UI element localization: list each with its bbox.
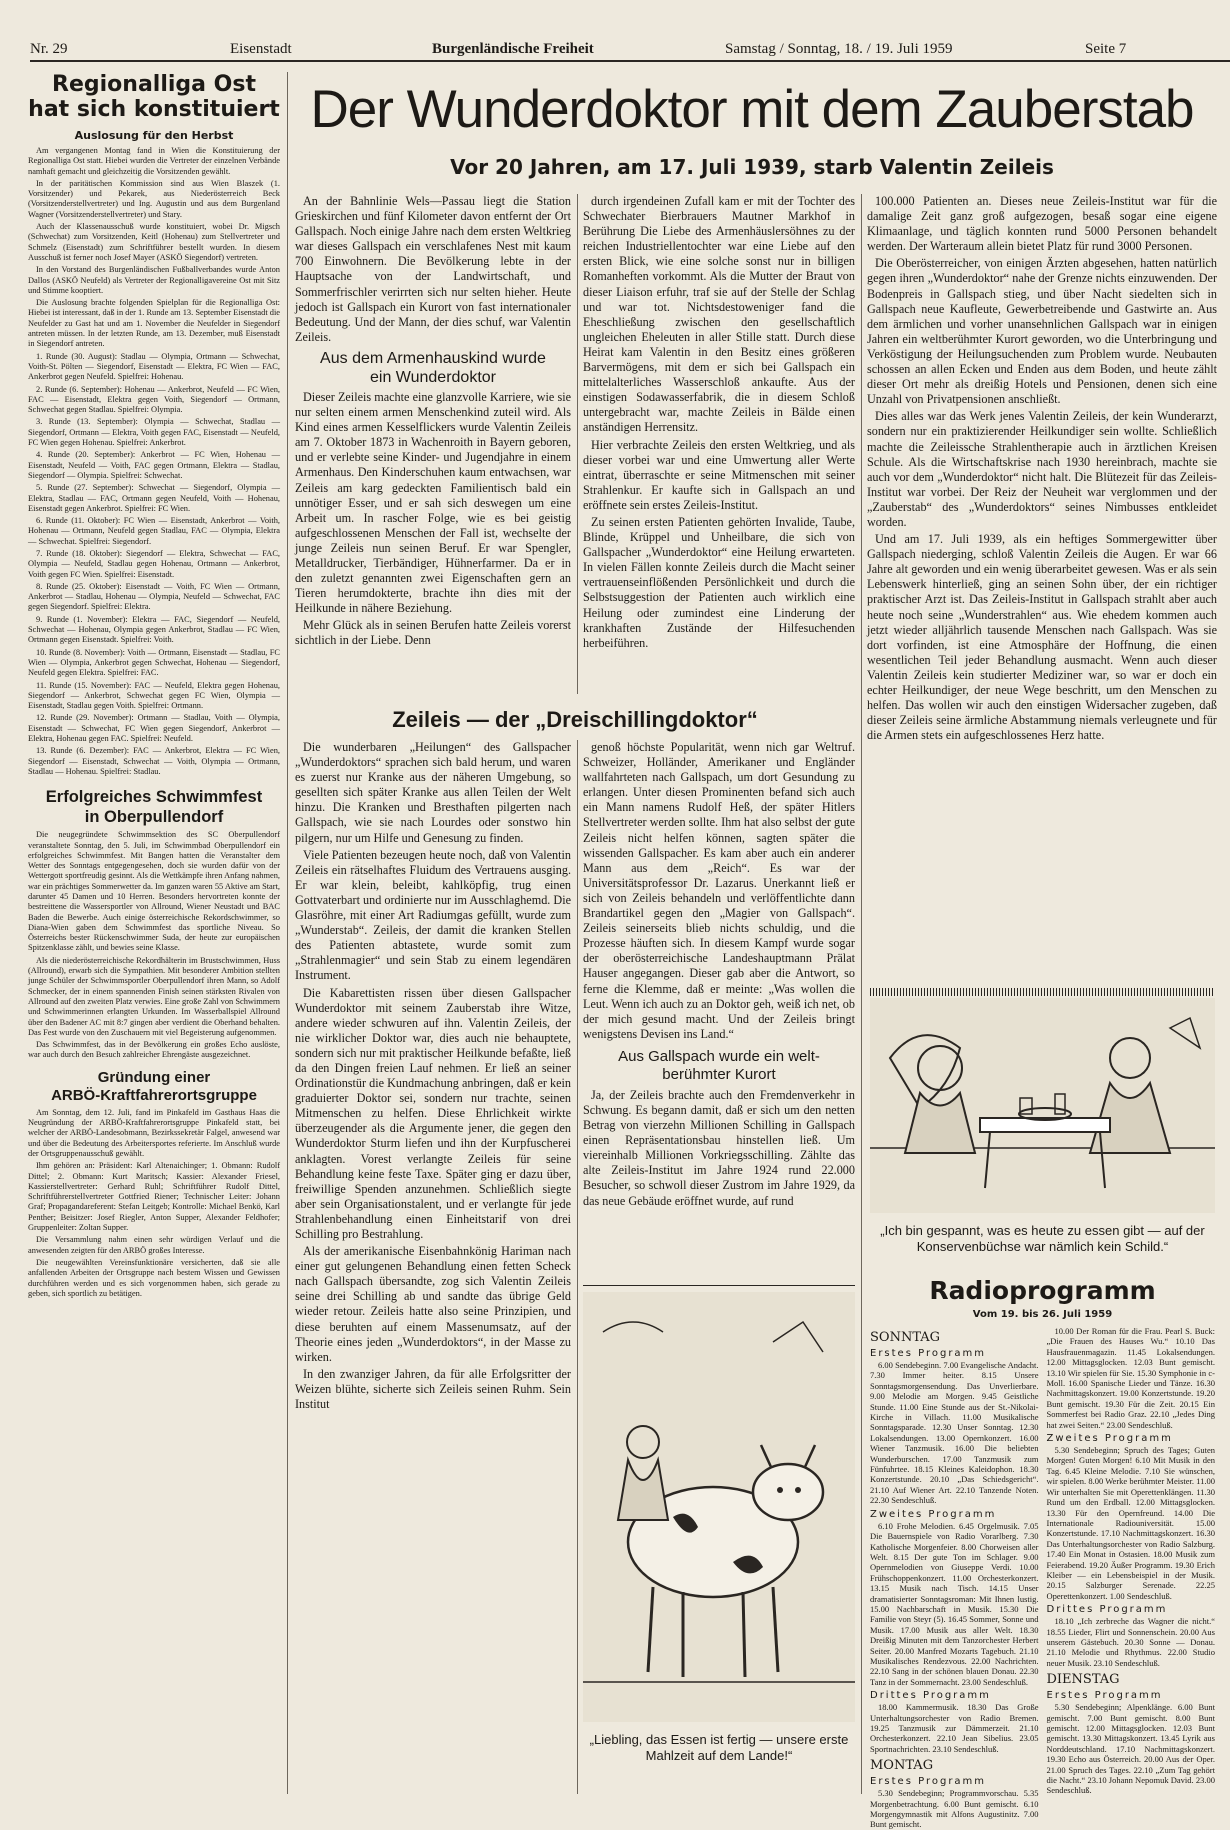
- radio-right-column: [870, 1326, 1215, 1830]
- story-paragraph: Dies alles war das Werk jenes Valentin Zeileis, der kein Wunderarzt, sondern nur ein praktizierender Heilkundiger sein wollte. Schließlich machte die Zeileissche Strahlentherapie auch in ärztlichen Kreisen Schule. Als die Wirtschaftskrise nach 1930 hereinbrach, machte sie auch vor dem „Wunderdoktor“ nicht halt. Die Blütezeit für das Zeileis-Institut war vorbei. Der Reiz der Neuheit war verglommen und der „Zauberstab“ des „Wunderdoktors“ seines Nimbusses entkleidet worden.: [867, 409, 1217, 529]
- kurort-paragraph: Ja, der Zeileis brachte auch den Fremdenverkehr in Schwung. Es begann damit, daß er sich um den netten Betrag von vierzehn Millionen Schilling in Gallspach einen Repräsentationsbau hinstellen ließ. Um viereinhalb Millionen Vorkriegsschilling. Zählte das alte Zeileis-Institut im Jahre 1924 rund 22.000 Besucher, so schwoll dieser Zustrom im Jahre 1929, da das neue Gebäude eröffnet wurde, auf rund: [583, 1087, 855, 1208]
- cartoon-cow-drawing: [583, 1292, 855, 1722]
- zeileis-column-1: [295, 740, 571, 1794]
- issue-number: Nr. 29: [30, 41, 68, 57]
- swim-article-body: [28, 830, 280, 1061]
- main-subheadline: Vor 20 Jahren, am 17. Juli 1939, starb Valentin Zeileis: [450, 155, 1054, 179]
- zeileis-paragraph: In den zwanziger Jahren, da für alle Erfolgsritter der Weizen blühte, sicherte sich Zeileis seinen Ruhm. Sein Institut: [295, 1366, 571, 1412]
- left-column: [28, 72, 280, 1794]
- sports-paragraph: 9. Runde (1. November): Elektra — FAC, Siegendorf — Neufeld, Schwechat — Hohenau, Olympia gegen Ankerbrot, Stadlau — FC Wien, Ortmann gegen Eisenstadt. Spielfrei: Voith.: [28, 614, 280, 645]
- radio-day: MONTAG: [870, 1758, 934, 1774]
- armen-paragraph: Mehr Glück als in seinen Berufen hatte Zeileis vorerst sichtlich in der Liebe. Denn: [295, 618, 571, 648]
- radio-subcolumn-left: [870, 1326, 1039, 1830]
- story-column-1: [295, 194, 571, 694]
- radio-title: Radioprogramm: [929, 1276, 1156, 1305]
- page-label: Seite 7: [1085, 41, 1127, 57]
- sports-paragraph: 12. Runde (29. November): Ortmann — Stadlau, Voith — Olympia, Eisenstadt — Schwechat, FC Wien gegen Siegendorf, Ankerbrot — Elektra, Hohenau gegen FAC. Spielfrei: Neufeld.: [28, 713, 280, 744]
- armen-paragraph: Dieser Zeileis machte eine glanzvolle Karriere, wie sie nur selten einem armen Menschenkind zuteil wird. Als Kind eines armen Kesselflickers wurde Valentin Zeileis am 7. Oktober 1873 in Wachenroith in Bayern geboren, und er verlebte seine Kinder- und Jugendjahre in einem Armenhaus. Den Kinderschuhen kaum entwachsen, war Zeileis am karg gedeckten Familientisch bald ein unnötiger Esser, und er sah sich deswegen um eine Arbeit um. In rascher Folge, wie es bei geistig aufgeschlossenen Menschen der Fall ist, wechselte der junge Zeileis nun seinen Beruf. Er war Spengler, Metalldrucker, Tierbändiger, Hühnerfarmer. Da er in den zuletzt genannten zwei Eigenschaften gern an Tieren herumdokterte, brachte ihn dies mit der Heilkunde in nähere Beziehung.: [295, 389, 571, 616]
- sports-paragraph: Am vergangenen Montag fand in Wien die Konstituierung der Regionalliga Ost statt. Hiebei wurden die Vertreter der einzelnen Verbände namhaft gemacht und gleichzeitig die Vorsitzenden gewählt.: [28, 146, 280, 176]
- sports-title-1: Regionalliga Ost: [52, 72, 256, 97]
- armen-heading-2: ein Wunderdoktor: [370, 368, 496, 386]
- swim-title-1: Erfolgreiches Schwimmfest: [45, 788, 263, 807]
- radio-entry: 5.30 Sendebeginn; Spruch des Tages; Guten Morgen! Guten Morgen! 6.10 Mit Musik in den Tag. 6.45 Kleine Melodie. 7.10 Sie wünschen, wir spielen. 8.00 Werke berühmter Meister. 11.00 Wir unterhalten Sie mit Operettenklängen. 11.30 Rund um den Erdball. 12.00 Mittagsglocken. 13.30 Für den Opernfreund. 14.00 Die Internationale Radiouniversität. 15.00 Konzertstunde. 17.10 Nachmittagskonzert. 16.30 Das Unterhaltungsorchester von Radio Salzburg. 17.40 Ein Monat in Ostasien. 18.00 Musik zum Feierabend. 19.20 Äußer Programm. 19.30 Erich Kleiber — ein Lebensbeispiel in der Musik. 20.15 Salzburger Serenade. 22.25 Operettenkonzert. 1.00 Sendeschluß.: [1046, 1445, 1215, 1601]
- radio-entry: 5.30 Sendebeginn; Alpenklänge. 6.00 Bunt gemischt. 7.00 Bunt gemischt. 8.00 Bunt gemischt. 12.00 Mittagsglocken. 12.03 Bunt gemischt. 13.30 Mittagskonzert. 13.45 Lyrik aus Norddeutschland. 17.10 Nachmittagskonzert. 19.30 Echo aus Österreich. 20.00 Aus der Oper. 21.00 Spruch des Tages. 22.10 „Zum Tag gehört die Nacht.“ 23.10 Johann Nepomuk David. 23.00 Sendeschluß.: [1046, 1702, 1215, 1796]
- zeileis-paragraph: genoß höchste Popularität, wenn nich gar Weltruf. Schweizer, Holländer, Amerikaner und Engländer wallfahrteten nach Gallspach, um dort Gesundung zu erlangen. Unter diesen Prominenten befand sich auch ein Mann namens Rudolf Heß, der später Hitlers Stellvertreter werden sollte. Ihm hat also selbst der gute Zeileis nicht helfen können, sagten später die wissenden Gallspacher. Es kam aber auch ein anderer Mann aus dem „Reich“. Es war der Universitätsprofessor Dr. Lazarus. Unerkannt ließ er sich von Zeileis behandeln und verlöffentlichte dann Brandartikel gegen den „Magier von Gallspach“. Zeileis seinerseits blieb nichts schuldig, und die Prozesse häuften sich. In diesem Kampf wurde sogar der oberösterreichische Landeshauptmann Prälat Hauser angegangen. Dieser gab aber die Antwort, so ferne die Klemme, daß er meinte: „Was wollen die Leut. Wenn ich auch zu an Doktor geh, weiß ich net, ob der mich gesund macht. Und der Zeileis bringt wenigstens Devisen ins Land.“: [583, 740, 855, 1041]
- radio-entry: 6.00 Sendebeginn. 7.00 Evangelische Andacht. 7.30 Immer heiter. 8.15 Unsere Sonntagsmorgensendung. Das Unverlierbare. 9.00 Melodie am Morgen. 9.45 Geistliche Stunde. 11.00 Eine Stunde aus der St.-Nikolai-Kirche in Villach. 11.00 Musikalische Sonntagsparade. 12.30 Unser Sonntag. 12.30 Lokalsendungen. 13.00 Opernkonzert. 16.00 Wiener Tanzmusik. 16.00 Die beliebten Wunderburschen. 17.00 Tanzmusik zum Fünfuhrtee. 18.15 Kleines Kaleidophon. 18.30 Konzertstunde. 20.10 „Das Schiedsgericht“. 21.10 Auf Wiener Art. 22.10 Tanzende Noten. 22.30 Sendeschluß.: [870, 1360, 1039, 1506]
- sports-paragraph: 8. Runde (25. Oktober): Eisenstadt — Voith, FC Wien — Ortmann, Ankerbrot — Stadlau, Hohenau — Olympia, Neufeld — Schwechat, FAC gegen Siegendorf. Spielfrei: Elektra.: [28, 581, 280, 612]
- story-paragraph: Die Oberösterreicher, von einigen Ärzten abgesehen, hatten natürlich gegen ihren „Wunderdoktor“ nahe der Grenze nichts einzuwenden. Der Bodenpreis in Gallspach stieg, und über Nacht siedelten sich in Gallspach neue Kaufleute, Gewerbetreibende und Gastwirte an. Aus dem ärmlichen und vorher unansehnlichen Gallspach war in einigen Jahren ein weltberühmter Kurort geworden, wo die Unterbringung und Verköstigung der Heilungsuchenden zum Problem wurde. Neubauten schossen an allen Ecken und Enden aus dem Boden, und heute zählt dieser Ort mehr als dreißig Hotels und Pensionen, denen sich eine Unzahl von Privatpensionen anschließt.: [867, 256, 1217, 407]
- sports-article-body: [28, 146, 280, 777]
- sports-subtitle: Auslosung für den Herbst: [74, 129, 234, 142]
- radio-entry: 5.30 Sendebeginn; Programmvorschau. 5.35 Morgenbetrachtung. 6.00 Bunt gemischt. 6.10 Morgengymnastik mit Alfons Augustinitz. 7.00 Bunt gemischt.: [870, 1788, 1039, 1830]
- radio-subcolumn-right: [1047, 1326, 1216, 1796]
- sports-paragraph: 10. Runde (8. November): Voith — Ortmann, Eisenstadt — Stadlau, FC Wien — Olympia, Ankerbrot gegen Schwechat, Hohenau — Siegendorf, Neufeld gegen Elektra. Spielfrei: FAC.: [28, 647, 280, 678]
- zeileis-heading: Zeileis — der „Dreischillingdoktor“: [392, 707, 758, 732]
- sports-paragraph: Die Auslosung brachte folgenden Spielplan für die Regionalliga Ost: Hiebei ist interessant, daß in der 1. Runde am 13. September Eisenstadt die Neufelder zu Gast hat und am 1. November die Neufelder in Siegendorf antreten müssen. In der letzten Runde, am 13. Dezember, muß Eisenstadt in Siegendorf antreten.: [28, 298, 280, 349]
- cartoon-cow: [583, 1292, 855, 1787]
- column-divider: [287, 72, 288, 1794]
- cartoon-cow-caption: „Liebling, das Essen ist fertig — unsere erste Mahlzeit auf dem Lande!“: [589, 1732, 849, 1763]
- radio-program-label: Erstes Programm: [870, 1776, 987, 1788]
- arbo-article-body: [28, 1108, 280, 1299]
- story-paragraph: 100.000 Patienten an. Dieses neue Zeileis-Institut war für die damalige Zeit ganz groß aufgezogen, besaß sogar eine eigene Klimaanlage, und täglich konnten rund 5000 Personen behandelt werden. Der Warteraum allein bietet Platz für rund 3000 Personen.: [867, 194, 1217, 254]
- kurort-heading-2: berühmter Kurort: [662, 1065, 776, 1083]
- zeileis-paragraph: Die Kabarettisten rissen über diesen Gallspacher Wunderdoktor mit seinem Zauberstab ihre Witze, andere wieder schwuren auf ihn. Valentin Zeileis, der nie wirklicher Doktor war, dies auch nie behauptete, sondern sich nur mit praktischer Heilkunde befaßte, ließ da den Dingen freien Lauf nehmen. Er ließ an seiner Ordinationstür die Kundmachung anbringen, daß er kein graduierter Doktor sei, sondern nur trachte, seinen Mitmenschen zu helfen. Diese Ehrlichkeit wirkte überzeugender als die Argumente jener, die gegen den Wunderdoktor Sturm liefen und ihn der Kurpfuscherei anklagten. Vorest verlangte Zeileis für seine Behandlung keine feste Taxe. Später ging er dazu über, freiwillige Spenden anzunehmen. Schließlich siegte aber sein Organisationstalent, und er verlangte für jede Strahlenbehandlung einen Einheitstarif von drei Schilling pro Bestrahlung.: [295, 985, 571, 1241]
- story-divider-1: [577, 194, 578, 694]
- arbo-paragraph: Die neugewählten Vereinsfunktionäre versicherten, daß sie alle anfallenden Arbeiten der Ortsgruppe nach bestem Wissen und Gewissen durchführen werden und es sich vorgenommen haben, sich gerade zu geben, sich sportlich zu betätigen.: [28, 1257, 280, 1298]
- radio-entry: 10.00 Der Roman für die Frau. Pearl S. Buck: „Die Frauen des Hauses Wu.“ 10.10 Das Hausfrauenmagazin. 11.45 Lokalsendungen. 12.00 Mittagsglocken. 12.03 Bunt gemischt. 13.10 Wir spielen für Sie. 15.30 Symphonie in c-Moll. 16.00 Spanische Lieder und Tänze. 16.30 Nachmittagskonzert. 19.00 Konzertstunde. 19.20 Bunt gemischt. 19.30 Für die Zeit. 20.15 Ein Sommerfest bei Radio Graz. 22.10 „Jedes Ding hat zwei Seiten.“ 23.00 Sendeschluß.: [1046, 1326, 1215, 1430]
- radio-program-label: Erstes Programm: [870, 1348, 987, 1359]
- kurort-heading-1: Aus Gallspach wurde ein welt-: [618, 1047, 820, 1065]
- sports-paragraph: Auch der Klassenausschuß wurde konstituiert, wobei Dr. Migsch (Schwechat) zum Vorsitzenden, Keitl (Hohenau) zum Stellvertreter und Schmelz (Eisenstadt) zum Schriftführer bestellt wurden. In diesem Ausschuß ist ferner noch Josef Mayer (ASKÖ Siegendorf) vertreten.: [28, 222, 280, 262]
- swim-paragraph: Als die niederösterreichische Rekordhälterin im Brustschwimmen, Huss (Allround), erwarb sich die Sympathien. Mit besonderer Ambition stellten junge Schüler der Schwimmsportler Oberpullendorf ihren Mann, so Adolf Schmecker, der in einem spannenden Finish seinen stärksten Rivalen von Allround auf den zweiten Platz verwies. Eine große Zahl von Schwimmern und Schwimmerinnen erlangten Urkunden. Im Wasserballspiel Allround über den Badener AC mit 8:7 gingen aber verdient die Oberhand behalten. Das Fest wurde von den Zuschauern mit viel Begeisterung aufgenommen.: [28, 955, 280, 1037]
- sports-paragraph: 3. Runde (13. September): Olympia — Schwechat, Stadlau — Siegendorf, Ortmann — Elektra, Voith gegen FAC, Eisenstadt — Neufeld, FC Wien gegen Hohenau. Spielfrei: Ankerbrot.: [28, 417, 280, 448]
- radio-listing: [870, 1326, 1215, 1830]
- story-paragraph: durch irgendeinen Zufall kam er mit der Tochter des Schwechater Bierbrauers Mautner Markhof in Berührung Die Liebe des Armenhäuslersöhnes zu der reichen Industriellentochter war eine Liebe auf den ersten Blick, wie eine solche sonst nur in billigen Romanheften vorkommt. Als die Mutter der Braut von dieser Liaison erfuhr, traf sie auf der Stelle der Schlag und war tot. Nichtsdestoweniger fand die Eheschließung zwischen den gesellschaftlich ungleichen Eheleuten in aller Stille statt. Durch diese Heirat kam Valentin in den Besitz eines größeren Barvermögens, mit dem er sich bei Gallspach ein mittelalterliches Wasserschloß ankaufte. Aus der einstigen Sodawasserfabrik, die in diesem Schloß untergebracht war, machte Zeileis in Bälde einen anständigen Herrensitz.: [583, 194, 855, 435]
- story-divider-3: [577, 740, 578, 1794]
- cartoon-top-rule: [583, 1285, 855, 1286]
- section-separator-right: [870, 988, 1215, 996]
- cartoon-table: [870, 998, 1215, 1253]
- radio-entry: 18.10 „Ich zerbreche das Wagner die nicht.“ 18.55 Lieder, Flirt und Sonnenschein. 20.00 Aus unserem Gästebuch. 20.30 Sonne — Donau. 21.10 Melodie und Rhythmus. 22.00 Studio neuer Musik. 23.10 Sendeschluß.: [1046, 1616, 1215, 1668]
- sports-paragraph: 4. Runde (20. September): Ankerbrot — FC Wien, Hohenau — Eisenstadt, Neufeld — Voith, FAC gegen Ortmann, Elektra — Stadlau, Siegendorf — Olympia. Spielfrei: Schwechat.: [28, 450, 280, 480]
- sports-paragraph: 7. Runde (18. Oktober): Siegendorf — Elektra, Schwechat — FAC, Olympia — Neufeld, Stadlau gegen Hohenau, Ortmann — Ankerbrot, Voith gegen FC Wien. Spielfrei: Eisenstadt.: [28, 548, 280, 579]
- radio-entry: 18.00 Kammermusik. 18.30 Das Große Unterhaltungsorchester von Radio Bremen. 19.25 Tanzmusik zur Dämmerzeit. 21.10 Orchesterkonzert. 22.10 Jean Sibelius. 23.05 Sportnachrichten. 23.10 Sendeschluß.: [870, 1702, 1039, 1754]
- radio-entry: 6.10 Frohe Melodien. 6.45 Orgelmusik. 7.05 Die Bauernspiele von Radio Vorarlberg. 7.30 Katholische Morgenfeier. 8.00 Chorweisen aller Welt. 8.15 Der gute Ton im Schlager. 9.00 Opernmelodien von Giuseppe Verdi. 10.00 Frühschoppenkonzert. 11.00 Orchesterkonzert. 13.15 Musik nach Tisch. 14.15 Unser dramatisierter Sonntagsroman: Mit Ihnen lustig. 15.00 Nachbarschaft in Musik. 15.30 Die Familie von Steyr (5). 16.45 Sommer, Sonne und Musik. 17.00 Musik aus aller Welt. 18.30 Dreißig Minuten mit dem Tanzorchester Herbert Seiter. 20.00 Manfred Mozarts Tagebuch. 21.10 Musikalisches Rendezvous. 22.00 Nachrichten. 22.10 Sang in der schönen blauen Donau. 22.30 Tanz in der Sommernacht. 23.00 Sendeschluß.: [870, 1520, 1039, 1687]
- armen-heading-1: Aus dem Armenhauskind wurde: [320, 349, 546, 367]
- intro-paragraph: An der Bahnlinie Wels—Passau liegt die Station Grieskirchen und fünf Kilometer davon entfernt der Ort Gallspach. Noch einige Jahre nach dem ersten Weltkrieg war dieses Gallspach ein verschlafenes Nest mit kaum 700 Einwohnern. Die Bevölkerung lebte in der Hauptsache von der Landwirtschaft, und Sommerfrischler verirrten sich nur selten hieher. Heute jedoch ist Gallspach ein Kurort von fast internationaler Bedeutung. Und der Mann, der dies schuf, war Valentin Zeileis.: [295, 194, 571, 344]
- main-headline: Der Wunderdoktor mit dem Zauberstab: [310, 80, 1194, 139]
- sports-paragraph: 13. Runde (6. Dezember): FAC — Ankerbrot, Elektra — FC Wien, Siegendorf — Eisenstadt, Schwechat — Voith, Olympia — Ortmann, Stadlau — Hohenau. Spielfrei: Stadlau.: [28, 746, 280, 776]
- zeileis-paragraph: Viele Patienten bezeugen heute noch, daß von Valentin Zeileis ein rätselhaftes Fluidum des Vertrauens ausging. Er war klein, beleibt, kahlköpfig, trug einen Gottvaterbart und ordinierte nur im Ausschlaghemd. Die Glasröhre, mit einer Art Radiumgas gefüllt, wurde zum „Wunderstab“. Zeileis, der damit die kranken Stellen des Patienten abtastete, wurde somit zum „Strahlenmagier“ und sein Stab zu einem legendären Instrument.: [295, 847, 571, 983]
- radio-program-label: Erstes Programm: [1046, 1690, 1163, 1702]
- story-paragraph: Und am 17. Juli 1939, als ein heftiges Sommergewitter über Gallspach niederging, schloß Valentin Zeileis die Augen. Er war 66 Jahre alt geworden und ein wenig überarbeitet gewesen. Was er als sein Lebenswerk hinterließ, ging an seinen Sohn über, der ein richtiger praktischer Arzt ist. Das Zeileis-Institut in Gallspach strahlt aber auch heute noch seine „Wunderstrahlen“ aus. Wie ehedem kommen auch jetzt wieder alljährlich tausende Menschen nach Gallspach. Was sie dort vorfinden, ist eine Atmosphäre der Hoffnung, die einen wesentlichen Teil jeder Behandlung ausmacht. Wenn auch dieser Valentin Zeileis kein studierter Mediziner war, so war er doch ein echter Heilkundiger, der neue Wege beschritt, um den Menschen zu helfen. Das wollen wir auch den einstigen Widersacher zugeben, daß dieser Zeileis seine ärmliche Abstammung niemals verleugnete und für die Armen stets ein aufgeschlossenes Herz hatte.: [867, 532, 1217, 743]
- swim-title-2: in Oberpullendorf: [84, 808, 224, 827]
- paper-name: Burgenländische Freiheit: [432, 41, 594, 57]
- radio-subtitle: Vom 19. bis 26. Juli 1959: [972, 1309, 1113, 1320]
- story-paragraph: Zu seinen ersten Patienten gehörten Invalide, Taube, Blinde, Krüppel und Unheilbare, die sich von Gallspacher „Wunderdoktor“ eine Heilung erwarteten. In vielen Fällen konnte Zeileis durch die Macht seiner vertrauenseinflößenden Persönlichkeit und durch die Selbstsuggestion der Patienten auch wirklich eine Heilung oder zumindest eine Linderung der krankhaften Zustände der Hilfesuchenden herbeiführen.: [583, 514, 855, 650]
- radio-day: DIENSTAG: [1046, 1672, 1120, 1688]
- zeileis-paragraph: Als der amerikanische Eisenbahnkönig Hariman nach einer gut gelungenen Behandlung einen fetten Scheck nach Gallspach übersandte, zog sich Valentin Zeileis seine drei Schilling ab und sandte das übrige Geld wieder retour. Zeileis hatte also seine Prinzipien, und diese beruhten auf einem Massenumsatz, auf der Theorie eines jeden „Wunderdoktors“, in der Masse zu wirken.: [295, 1244, 571, 1364]
- arbo-title-2: ARBÖ-Kraftfahrerortsgruppe: [51, 1086, 257, 1104]
- page-header: [30, 38, 1230, 62]
- sports-paragraph: In der paritätischen Kommission sind aus Wien Blaszek (1. Vorsitzender) und Pekarek, aus Niederösterreich Beck (Vorsitzenderstellvertreter) und Ing. Augustin und aus dem Burgenland Wagner (Vorsitzenderstellvertreter) und Stary.: [28, 178, 280, 219]
- sports-paragraph: 5. Runde (27. September): Schwechat — Siegendorf, Olympia — Elektra, Stadlau — FAC, Ortmann gegen Neufeld, Voith — Hohenau, Eisenstadt gegen Ankerbrot. Spielfrei: FC Wien.: [28, 483, 280, 513]
- radio-day: SONNTAG: [870, 1330, 941, 1345]
- zeileis-column-2: [583, 740, 855, 1280]
- arbo-paragraph: Die Versammlung nahm einen sehr würdigen Verlauf und die anwesenden zeigten für den ARBÖ großes Interesse.: [28, 1235, 280, 1255]
- sports-paragraph: 1. Runde (30. August): Stadlau — Olympia, Ortmann — Schwechat, Voith-St. Pölten — Siegendorf, Eisenstadt — Elektra, FC Wien — FAC, Ankerbrot gegen Neufeld. Spielfrei: Hohenau.: [28, 351, 280, 382]
- radio-program-label: Drittes Programm: [1046, 1604, 1168, 1616]
- radio-program-label: Zweites Programm: [870, 1508, 997, 1520]
- sports-paragraph: In den Vorstand des Burgenländischen Fußballverbandes wurde Anton Dallos (ASKÖ Neufeld) als Vertreter der Regionalligavereine Ost mit Sitz und Stimme kooptiert.: [28, 265, 280, 295]
- radio-program-label: Zweites Programm: [1046, 1433, 1173, 1445]
- zeileis-paragraph: Die wunderbaren „Heilungen“ des Gallspacher „Wunderdoktors“ sprachen sich bald herum, und waren es zuerst nur Kranke aus der näheren Umgebung, so gesellten sich später Kranke aus allen Teilen der Welt hinzu. Die Kranken und Bresthaften pilgerten nach Gallspach, wie sie nach Lourdes oder sonstwo hin pilgern, nur um Hilfe und Genesung zu finden.: [295, 740, 571, 845]
- sports-paragraph: 6. Runde (11. Oktober): FC Wien — Eisenstadt, Ankerbrot — Voith, Hohenau — Ortmann, Neufeld gegen Stadlau, FAC — Olympia, Elektra — Schwechat. Spielfrei: Siegendorf.: [28, 516, 280, 546]
- arbo-title-1: Gründung einer: [97, 1068, 211, 1086]
- arbo-paragraph: Ihm gehören an: Präsident: Karl Altenaichinger; 1. Obmann: Rudolf Dittel; 2. Obmann: Kurt Maritsch; Kassier: Alexander Friesel, Kassierstellvertreter: Gerhard Ruhl; Schriftführer Rudolf Dittel, Schriftführerstellvertreter Gottfried Riener; Technischer Leiter: Johann Graf; Propagandareferent: Stefan Leitgeb; Kontrolle: Michael Benkö, Karl Penther; Beisitzer: Josef Riegler, Anton Supper, Alexander Feldhofer; Gruppenleiter: Zoltan Supper.: [28, 1161, 280, 1233]
- sports-paragraph: 11. Runde (15. November): FAC — Neufeld, Elektra gegen Hohenau, Siegendorf — Ankerbrot, Schwechat gegen FC Wien, Olympia — Eisenstadt, Stadlau gegen Voith. Spielfrei: Ortmann.: [28, 680, 280, 711]
- place-name: Eisenstadt: [230, 41, 292, 57]
- sports-paragraph: 2. Runde (6. September): Hohenau — Ankerbrot, Neufeld — FC Wien, FAC — Eisenstadt, Elektra gegen Voith, Siegendorf — Ortmann, Schwechat gegen Stadlau. Spielfrei: Olympia.: [28, 384, 280, 415]
- arbo-paragraph: Am Sonntag, dem 12. Juli, fand im Pinkafeld im Gasthaus Haas die Neugründung der ARBÖ-Kraftfahrerortsgruppe Pinkafeld statt, bei welcher der ARBÖ-Landesobmann, Bezirkssekretär Falgel, anwesend war und über die Bedeutung des Arbeitersportes referierte. Im Anschluß wurde der Ortsgruppenausschuß gewählt.: [28, 1107, 280, 1158]
- story-column-3: [867, 194, 1217, 984]
- story-column-2: [583, 194, 855, 694]
- story-paragraph: Hier verbrachte Zeileis den ersten Weltkrieg, und als dieser vorbei war und eine Umwertung aller Werte eintrat, überraschte er seine Mitmenschen mit seiner Strahlenkur. Er kaufte sich in Gallspach an und eröffnete sein erstes Zeileis-Institut.: [583, 437, 855, 512]
- swim-paragraph: Die neugegründete Schwimmsektion des SC Oberpullendorf veranstaltete Sonntag, den 5. Juli, im Schwimmbad Oberpullendorf ein erfolgreiches Schwimmfest. Mit Bangen hatten die Veranstalter dem Wetter des Sonntags entgegengesehen, doch sie wurden dafür von der Wettergott sportfreudig gesinnt. Als die Wettkämpfe ihren Anfang nahmen, war ein prächtiges Sommerwetter da. Im ganzen waren 55 Aktive am Start, darunter 45 Damen und 10 Herren. Besonders hervortreten konnte der bestreittene die Wassersportler von Allround, Wiener Neustadt und BAC Baden die Bewerbe. Auch einige österreichische Rekordschwimmer, so Diana-Wien gaben dem Schwimmfest das sportliche Niveau. So Österreichs bester Rückenschwimmer Suda, der heute zur europäischen Spitzenklasse zählt, und bewies seine Klasse.: [28, 830, 280, 953]
- cartoon-table-caption: „Ich bin gespannt, was es heute zu essen gibt — auf der Konservenbüchse war nämlich kein Schild.“: [880, 1223, 1205, 1254]
- cartoon-table-drawing: [870, 998, 1215, 1213]
- story-divider-2: [861, 194, 862, 1794]
- sports-title-2: hat sich konstituiert: [28, 97, 280, 122]
- radio-program-label: Drittes Programm: [870, 1690, 991, 1702]
- swim-paragraph: Das Schwimmfest, das in der Bevölkerung ein großes Echo auslöste, war auch durch den Besuch zahlreicher Ehrengäste ausgezeichnet.: [28, 1040, 280, 1060]
- issue-date: Samstag / Sonntag, 18. / 19. Juli 1959: [725, 41, 953, 57]
